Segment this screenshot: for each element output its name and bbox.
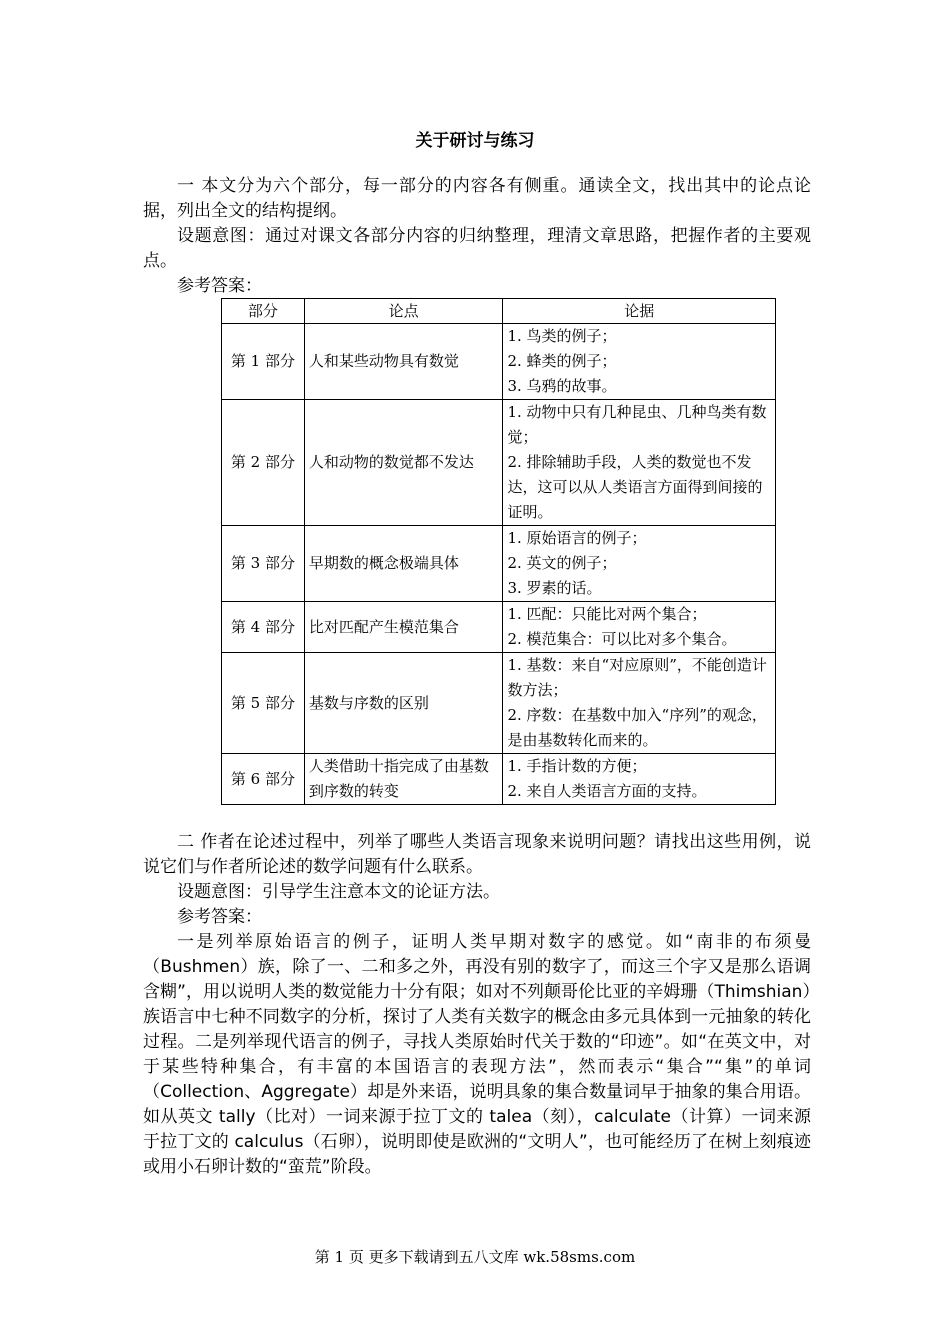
table-row — [222, 400, 776, 526]
part-cell: 第 2 部分 — [222, 400, 305, 526]
evidence-item: 3. 罗素的话。 — [507, 579, 602, 597]
structure-outline-table — [221, 298, 776, 805]
point-cell: 比对匹配产生模范集合 — [304, 602, 503, 653]
table-header-row — [222, 299, 776, 324]
point-cell: 人类借助十指完成了由基数到序数的转变 — [304, 754, 503, 805]
page-title: 关于研讨与练习 — [415, 131, 535, 151]
table-row — [222, 526, 776, 602]
point-cell: 人和动物的数觉都不发达 — [304, 400, 503, 526]
section-1-intent: 设题意图：通过对课文各部分内容的归纳整理，理清文章思路，把握作者的主要观点。 — [143, 226, 811, 271]
page-footer: 第 1 页 更多下载请到五八文库 wk.58sms.com — [314, 1248, 636, 1266]
evidence-item: 1. 手指计数的方便； — [507, 757, 647, 775]
point-cell: 人和某些动物具有数觉 — [304, 324, 503, 400]
section-2-question: 二 作者在论述过程中，列举了哪些人类语言现象来说明问题？请找出这些用例，说说它们与作者所论述的数学问题有什么联系。 — [143, 832, 811, 877]
evidence-item: 2. 模范集合：可以比对多个集合。 — [507, 630, 737, 648]
evidence-item: 1. 基数：来自“对应原则”，不能创造计数方法； — [507, 656, 767, 699]
header-part: 部分 — [222, 299, 305, 324]
point-cell: 早期数的概念极端具体 — [304, 526, 503, 602]
table-row — [222, 602, 776, 653]
point-cell: 基数与序数的区别 — [304, 653, 503, 754]
section-2 — [143, 830, 811, 1180]
part-cell: 第 1 部分 — [222, 324, 305, 400]
section-2-answer: 一是列举原始语言的例子，证明人类早期对数字的感觉。如“南非的布须曼（Bushmen）族，除了一、二和多之外，再没有别的数字了，而这三个字又是那么语调含糊”，用以说明人类的数觉能力十分有限；如对不列颠哥伦比亚的辛姆珊（Thimshian）族语言中七种不同数字的分析，探讨了人类有关数字的概念由多元具体到一元抽象的转化过程。二是列举现代语言的例子，寻找人类原始时代关于数的“印迹”。如“在英文中，对于某些特种集合，有丰富的本国语言的表现方法”，然而表示“集合”“集”的单词（Collection、Aggregate）却是外来语，说明具象的集合数量词早于抽象的集合用语。如从英文 tally（比对）一词来源于拉丁文的 talea（刻），calculate（计算）一词来源于拉丁文的 calculus（石卵），说明即使是欧洲的“文明人”，也可能经历了在树上刻痕迹或用小石卵计数的“蛮荒”阶段。 — [143, 932, 811, 1177]
evidence-item: 2. 序数：在基数中加入“序列”的观念，是由基数转化而来的。 — [507, 706, 767, 749]
part-cell: 第 3 部分 — [222, 526, 305, 602]
table-row — [222, 653, 776, 754]
section-1-answer-label: 参考答案： — [177, 276, 262, 296]
evidence-cell — [503, 324, 776, 400]
evidence-item: 2. 排除辅助手段，人类的数觉也不发达，这可以从人类语言方面得到间接的证明。 — [507, 453, 763, 521]
evidence-cell — [503, 400, 776, 526]
evidence-cell — [503, 526, 776, 602]
evidence-item: 2. 蜂类的例子； — [507, 352, 617, 370]
evidence-item: 1. 鸟类的例子； — [507, 327, 617, 345]
part-cell: 第 6 部分 — [222, 754, 305, 805]
evidence-cell — [503, 653, 776, 754]
evidence-item: 1. 原始语言的例子； — [507, 529, 647, 547]
evidence-item: 2. 英文的例子； — [507, 554, 617, 572]
evidence-item: 3. 乌鸦的故事。 — [507, 377, 617, 395]
part-cell: 第 4 部分 — [222, 602, 305, 653]
evidence-cell — [503, 602, 776, 653]
section-1-question: 一 本文分为六个部分，每一部分的内容各有侧重。通读全文，找出其中的论点论据，列出全文的结构提纲。 — [143, 176, 811, 221]
header-point: 论点 — [304, 299, 503, 324]
evidence-item: 1. 匹配：只能比对两个集合； — [507, 605, 707, 623]
evidence-item: 2. 来自人类语言方面的支持。 — [507, 782, 707, 800]
evidence-item: 1. 动物中只有几种昆虫、几种鸟类有数觉； — [507, 403, 767, 446]
table-row — [222, 754, 776, 805]
section-2-answer-label: 参考答案： — [177, 907, 262, 927]
header-evidence: 论据 — [503, 299, 776, 324]
section-1 — [143, 174, 811, 299]
section-2-intent: 设题意图：引导学生注意本文的论证方法。 — [177, 882, 500, 902]
part-cell: 第 5 部分 — [222, 653, 305, 754]
evidence-cell — [503, 754, 776, 805]
table-row — [222, 324, 776, 400]
